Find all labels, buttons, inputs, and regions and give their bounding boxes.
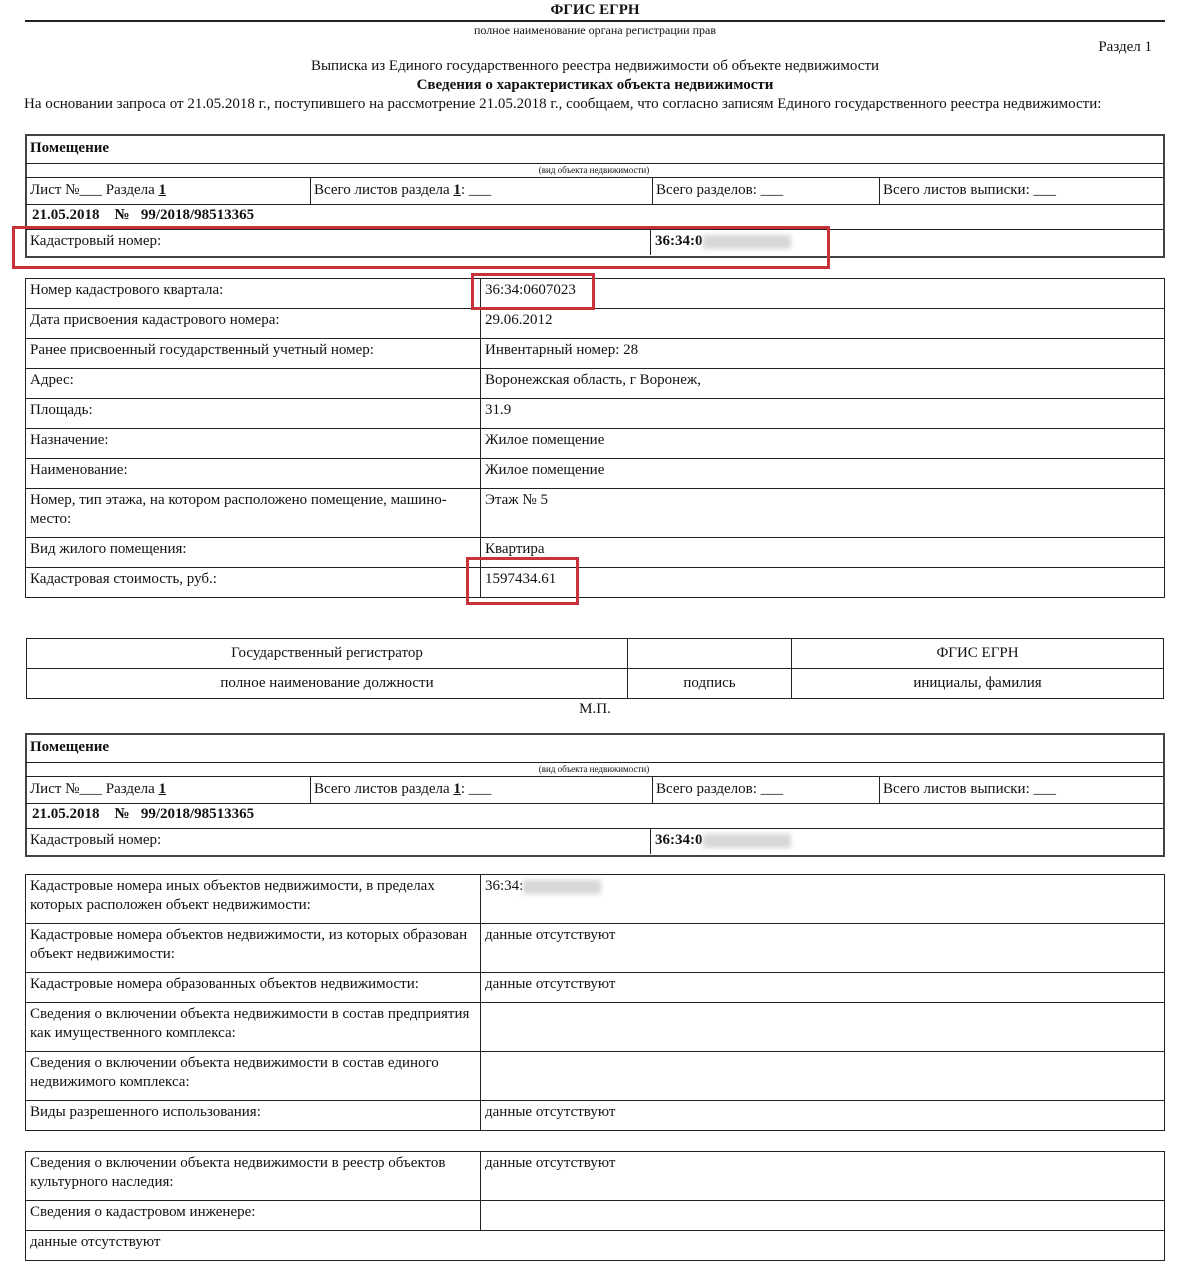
object-type-caption-2: (вид объекта недвижимости) bbox=[538, 764, 650, 774]
redacted-value bbox=[523, 880, 601, 894]
char-row bbox=[26, 369, 1165, 399]
object-type-caption: (вид объекта недвижимости) bbox=[538, 165, 650, 175]
char-row bbox=[26, 309, 1165, 339]
char-value: Жилое помещение bbox=[481, 429, 1165, 459]
heritage-value bbox=[481, 1201, 1165, 1231]
related-value: данные отсутствуют bbox=[481, 973, 1165, 1003]
signature-sign-caption: подпись bbox=[628, 669, 792, 699]
heritage-row bbox=[26, 1201, 1165, 1231]
total-sheets-section-2: Всего листов раздела 1: ___ bbox=[314, 781, 492, 797]
total-sheets: Всего листов выписки: ___ bbox=[883, 182, 1056, 198]
characteristics-table bbox=[25, 278, 1165, 598]
org-caption: полное наименование органа регистрации прав bbox=[473, 23, 717, 37]
doc-number: 21.05.2018 № 99/2018/98513365 bbox=[32, 207, 255, 223]
object-type: Помещение bbox=[30, 140, 110, 156]
related-label: Кадастровые номера образованных объектов недвижимости: bbox=[26, 973, 481, 1003]
engineer-value: данные отсутствуют bbox=[26, 1231, 1165, 1261]
char-row bbox=[26, 489, 1165, 538]
char-value: Квартира bbox=[481, 538, 1165, 568]
char-label: Площадь: bbox=[26, 399, 481, 429]
char-value: Этаж № 5 bbox=[481, 489, 1165, 538]
related-label: Сведения о включении объекта недвижимости в состав предприятия как имущественного комплекса: bbox=[26, 1003, 481, 1052]
related-value bbox=[481, 1052, 1165, 1101]
char-label: Ранее присвоенный государственный учетный номер: bbox=[26, 339, 481, 369]
related-label: Кадастровые номера иных объектов недвижимости, в пределах которых расположен объект недвижимости: bbox=[26, 875, 481, 924]
heritage-footer-row bbox=[26, 1231, 1165, 1261]
char-value: 36:34:0607023 bbox=[481, 279, 1165, 309]
related-value: данные отсутствуют bbox=[481, 924, 1165, 973]
section-label: Раздел 1 bbox=[1098, 39, 1152, 55]
signature-name-caption: инициалы, фамилия bbox=[792, 669, 1164, 699]
char-label: Номер, тип этажа, на котором расположено помещение, машино-место: bbox=[26, 489, 481, 538]
char-row bbox=[26, 429, 1165, 459]
header-rule bbox=[25, 20, 1165, 22]
char-label: Номер кадастрового квартала: bbox=[26, 279, 481, 309]
related-value: данные отсутствуют bbox=[481, 1101, 1165, 1131]
related-row bbox=[26, 875, 1165, 924]
related-row bbox=[26, 924, 1165, 973]
total-sheets-section: Всего листов раздела 1: ___ bbox=[314, 182, 492, 198]
org-name: ФГИС ЕГРН bbox=[550, 2, 640, 18]
total-sheets-2: Всего листов выписки: ___ bbox=[883, 781, 1056, 797]
highlight-quarter bbox=[471, 273, 595, 310]
signature-name: ФГИС ЕГРН bbox=[792, 639, 1164, 669]
char-value: Воронежская область, г Воронеж, bbox=[481, 369, 1165, 399]
char-value: 1597434.61 bbox=[481, 568, 1165, 598]
doc-title: Выписка из Единого государственного реестра недвижимости об объекте недвижимости bbox=[310, 58, 880, 74]
char-label: Кадастровая стоимость, руб.: bbox=[26, 568, 481, 598]
char-row bbox=[26, 538, 1165, 568]
char-label: Назначение: bbox=[26, 429, 481, 459]
related-label: Виды разрешенного использования: bbox=[26, 1101, 481, 1131]
related-value: 36:34: bbox=[481, 875, 1165, 924]
sheet-number-2: Лист №___ Раздела 1 bbox=[30, 781, 167, 797]
heritage-row bbox=[26, 1152, 1165, 1201]
cad-label-2: Кадастровый номер: bbox=[30, 832, 162, 848]
heritage-table bbox=[25, 1151, 1165, 1261]
char-row bbox=[26, 339, 1165, 369]
related-value bbox=[481, 1003, 1165, 1052]
char-value: 31.9 bbox=[481, 399, 1165, 429]
related-row bbox=[26, 1003, 1165, 1052]
char-label: Вид жилого помещения: bbox=[26, 538, 481, 568]
heritage-label: Сведения о включении объекта недвижимости в реестр объектов культурного наследия: bbox=[26, 1152, 481, 1201]
related-row bbox=[26, 1052, 1165, 1101]
heritage-value: данные отсутствуют bbox=[481, 1152, 1165, 1201]
signature-sign bbox=[628, 639, 792, 669]
related-row bbox=[26, 973, 1165, 1003]
char-value: Жилое помещение bbox=[481, 459, 1165, 489]
related-row bbox=[26, 1101, 1165, 1131]
intro-text: На основании запроса от 21.05.2018 г., поступившего на рассмотрение 21.05.2018 г., сообщаем, что согласно записям Единого государственного реестра недвижимости: bbox=[24, 96, 1102, 112]
char-row bbox=[26, 459, 1165, 489]
char-row bbox=[26, 279, 1165, 309]
related-label: Кадастровые номера объектов недвижимости, из которых образован объект недвижимости: bbox=[26, 924, 481, 973]
doc-number-2: 21.05.2018 № 99/2018/98513365 bbox=[32, 806, 255, 822]
total-sections-2: Всего разделов: ___ bbox=[656, 781, 784, 797]
char-label: Адрес: bbox=[26, 369, 481, 399]
highlight-cost bbox=[466, 557, 579, 605]
signature-position: Государственный регистратор bbox=[27, 639, 628, 669]
signature-position-caption: полное наименование должности bbox=[27, 669, 628, 699]
stamp-placeholder: М.П. bbox=[579, 701, 611, 717]
object-type-2: Помещение bbox=[30, 739, 110, 755]
cad-value: 36:34:0 bbox=[655, 233, 791, 250]
signature-table bbox=[26, 638, 1164, 699]
related-label: Сведения о включении объекта недвижимости в состав единого недвижимого комплекса: bbox=[26, 1052, 481, 1101]
doc-subtitle: Сведения о характеристиках объекта недвижимости bbox=[416, 77, 774, 93]
char-value: Инвентарный номер: 28 bbox=[481, 339, 1165, 369]
sheet-number: Лист №___ Раздела 1 bbox=[30, 182, 167, 198]
related-objects-table bbox=[25, 874, 1165, 1131]
char-label: Дата присвоения кадастрового номера: bbox=[26, 309, 481, 339]
char-row bbox=[26, 568, 1165, 598]
heritage-label: Сведения о кадастровом инженере: bbox=[26, 1201, 481, 1231]
highlight-cad-number bbox=[12, 226, 830, 269]
char-label: Наименование: bbox=[26, 459, 481, 489]
char-row bbox=[26, 399, 1165, 429]
cad-value-2: 36:34:0 bbox=[655, 832, 791, 849]
total-sections: Всего разделов: ___ bbox=[656, 182, 784, 198]
cad-label: Кадастровый номер: bbox=[30, 233, 162, 249]
char-value: 29.06.2012 bbox=[481, 309, 1165, 339]
